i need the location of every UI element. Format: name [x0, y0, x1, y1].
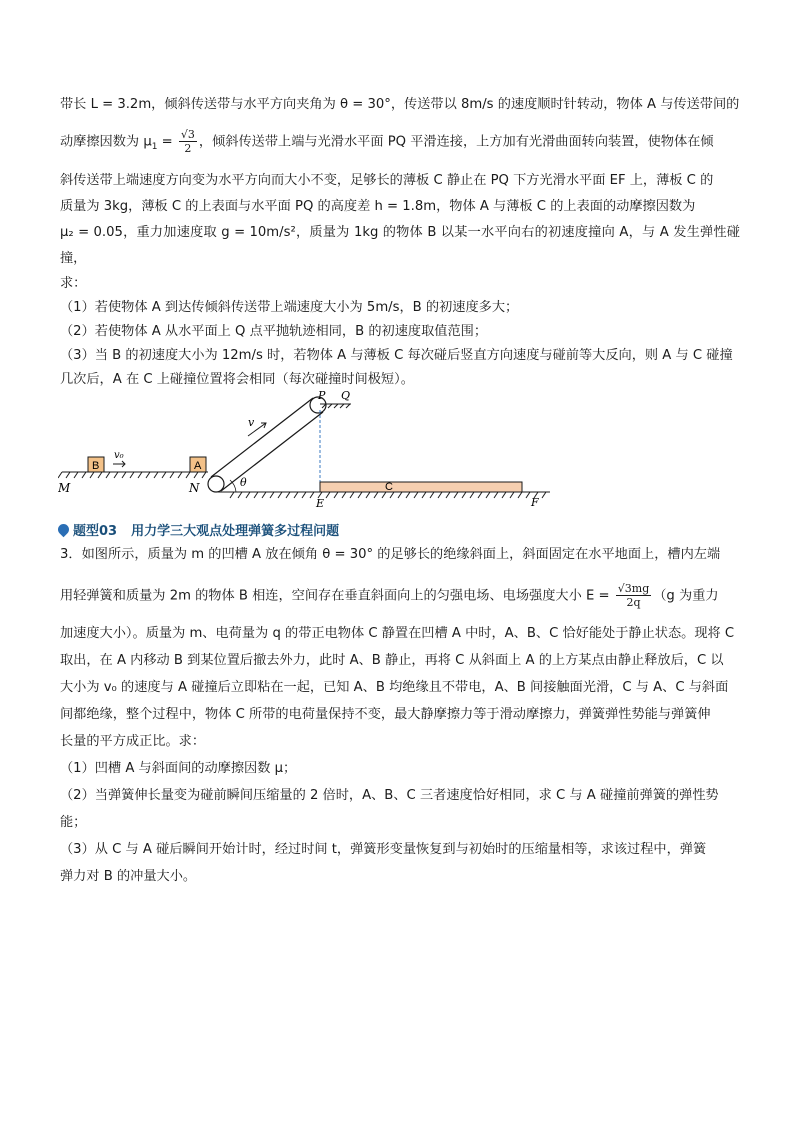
problem-3-text [60, 542, 740, 890]
equals-sign: = [157, 134, 177, 150]
problem-2-line-1: 带长 L = 3.2m，倾斜传送带与水平方向夹角为 θ = 30°，传送带以 8m/s 的速度顺时针转动，物体 A 与传送带间的 [60, 97, 740, 112]
friction-label: 动摩擦因数为 μ [60, 134, 152, 150]
bottom-pulley [208, 476, 224, 492]
problem-3-question-3-cont: 弹力对 B 的冲量大小。 [60, 868, 197, 884]
fraction-numerator: √3 [180, 128, 195, 141]
label-E: E [316, 497, 325, 510]
problem-2-line-4: 质量为 3kg，薄板 C 的上表面与水平面 PQ 的高度差 h = 1.8m，物体 A 与薄板 C 的上表面的动摩擦因数为 [60, 199, 696, 215]
label-N: N [189, 481, 200, 495]
problem-2-question-2: （2）若使物体 A 从水平面上 Q 点平抛轨迹相同，B 的初速度取值范围； [60, 324, 488, 340]
label-A: A [194, 460, 202, 472]
problem-3-line-2 [60, 582, 740, 610]
plate-c [320, 482, 522, 492]
problem-2-line-2 [60, 128, 740, 160]
left-ground [58, 472, 208, 478]
label-M: M [58, 481, 71, 495]
sqrt3-over-2-fraction [179, 128, 197, 155]
problem-3-line-6: 间都绝缘，整个过程中，物体 C 所带的电荷量保持不变，最大静摩擦力等于滑动摩擦力，弹簧弹性势能与弹簧伸 [60, 706, 711, 722]
belt-lower-edge [221, 412, 323, 491]
problem-3-question-2-cont: 能； [60, 814, 87, 830]
label-Q: Q [341, 389, 351, 402]
right-ground [218, 492, 550, 498]
problem-2-question-3: （3）当 B 的初速度大小为 12m/s 时，若物体 A 与薄板 C 每次碰后竖直方向速度与碰前等大反向，则 A 与 C 碰撞 [60, 348, 733, 364]
label-v: v [248, 416, 255, 429]
label-v0: v₀ [114, 450, 124, 461]
fraction-denominator: 2 [184, 142, 192, 155]
label-F: F [531, 496, 539, 509]
fraction-numerator: √3mg [617, 582, 650, 595]
section-tag: 题型03 [73, 523, 118, 539]
problem-3-line-5: 大小为 v₀ 的速度与 A 碰撞后立即粘在一起，已知 A、B 均绝缘且不带电，A、B 间接触面光滑，C 与 A、C 与斜面 [60, 679, 729, 695]
conveyor-belt-diagram [58, 388, 558, 510]
belt-upper-edge [211, 398, 313, 477]
problem-3-line-2-start: 用轻弹簧和质量为 2m 的物体 B 相连，空间存在垂直斜面向上的匀强电场、电场强度大小 E = [60, 588, 614, 604]
section-title: 用力学三大观点处理弹簧多过程问题 [131, 523, 340, 539]
label-theta: θ [240, 476, 247, 489]
problem-3-line-3: 加速度大小）。质量为 m、电荷量为 q 的带正电物体 C 静置在凹槽 A 中时，A、B、C 恰好能处于静止状态。现将 C [60, 625, 735, 641]
problem-2-line-6: 求： [60, 276, 87, 292]
problem-3-question-1: （1）凹槽 A 与斜面间的动摩擦因数 μ； [60, 760, 297, 776]
problem-2-line-5: μ₂ = 0.05，重力加速度取 g = 10m/s²，质量为 1kg 的物体 B 以某一水平向右的初速度撞向 A，与 A 发生弹性碰撞， [60, 225, 740, 267]
mu1-subscript: 1 [151, 142, 158, 153]
fraction-denominator: 2q [626, 596, 641, 609]
label-B: B [92, 460, 100, 472]
problem-3-line-4: 取出，在 A 内移动 B 到某位置后撤去外力，此时 A、B 静止，再将 C 从斜面上 A 的上方某点由静止释放后，C 以 [60, 652, 724, 668]
problem-3-line-7: 长量的平方成正比。求： [60, 733, 206, 749]
problem-3-question-2: （2）当弹簧伸长量变为碰前瞬间压缩量的 2 倍时，A、B、C 三者速度恰好相同，求 C 与 A 碰撞前弹簧的弹性势 [60, 787, 719, 803]
problem-2-text [60, 92, 740, 392]
field-strength-fraction [616, 582, 651, 609]
problem-2-question-1: （1）若使物体 A 到达传倾斜传送带上端速度大小为 5m/s，B 的初速度多大； [60, 300, 519, 316]
location-pin-icon [56, 521, 72, 537]
problem-2-question-3-cont: 几次后，A 在 C 上碰撞位置将会相同（每次碰撞时间极短）。 [60, 372, 414, 388]
label-P: P [318, 389, 326, 402]
problem-2-line-2-rest: ，倾斜传送带上端与光滑水平面 PQ 平滑连接，上方加有光滑曲面转向装置，使物体在倾 [198, 134, 714, 150]
problem-3-line-1: 3．如图所示，质量为 m 的凹槽 A 放在倾角 θ = 30° 的足够长的绝缘斜面上，斜面固定在水平地面上，槽内左端 [60, 547, 721, 562]
section-header [58, 518, 339, 540]
label-C: C [385, 481, 393, 493]
problem-2-line-3: 斜传送带上端速度方向变为水平方向而大小不变，足够长的薄板 C 静止在 PQ 下方光滑水平面 EF 上，薄板 C 的 [60, 173, 714, 189]
problem-3-question-3: （3）从 C 与 A 碰后瞬间开始计时，经过时间 t，弹簧形变量恢复到与初始时的压缩量相等，求该过程中，弹簧 [60, 841, 707, 857]
problem-3-line-2-end: （g 为重力 [653, 588, 719, 604]
